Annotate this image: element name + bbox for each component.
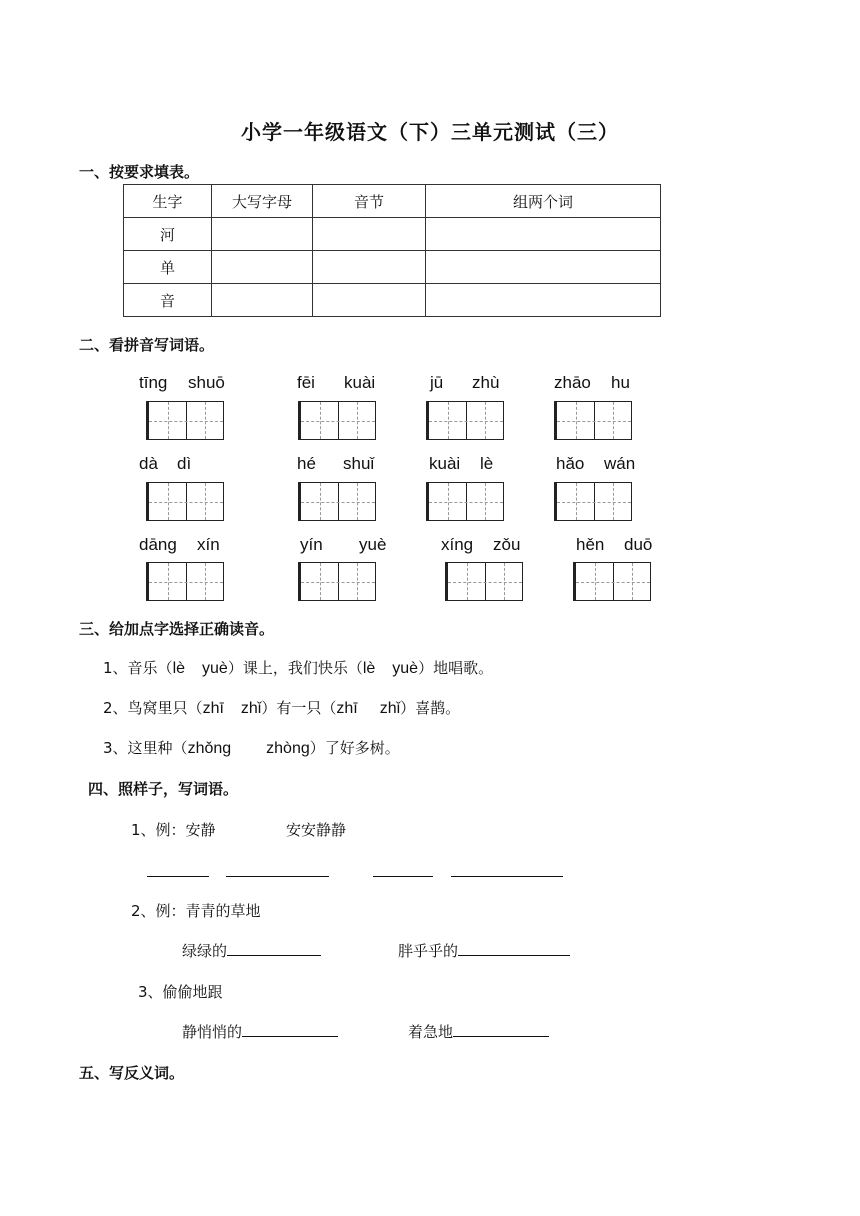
writing-grid[interactable] [573,562,651,601]
pinyin-syllable: hu [611,373,630,392]
pinyin-option[interactable]: zhī [336,700,358,717]
reading-question-3 [103,737,400,758]
pinyin-option[interactable]: lè [362,660,376,677]
table-cell-blank[interactable] [426,251,661,284]
table-cell-char: 音 [124,284,212,317]
pinyin-option[interactable]: zhǐ [240,700,262,717]
section-heading-3: 三、给加点字选择正确读音。 [79,620,275,638]
pinyin-syllable: yuè [359,535,387,554]
pinyin-option[interactable]: yuè [202,660,228,677]
table-cell-blank[interactable] [426,218,661,251]
table-cell-blank[interactable] [426,284,661,317]
pinyin-syllable: tīng [139,373,168,392]
table-cell-blank[interactable] [212,218,313,251]
pinyin-syllable: zhù [472,373,500,392]
prompt-text: 胖乎乎的 [398,942,459,960]
pinyin-option[interactable]: zhòng [266,740,310,757]
pinyin-syllable: dì [177,454,192,473]
pinyin-option[interactable]: lè [172,660,186,677]
question-text: 鸟窝里只（ [127,699,203,717]
answer-blank[interactable] [147,876,209,877]
table-cell-blank[interactable] [212,251,313,284]
section-heading-5: 五、写反义词。 [79,1064,185,1082]
pinyin-syllable: yín [300,535,323,554]
fill-prompt [408,1021,549,1042]
question-text: ）课上，我们快乐（ [227,659,363,677]
pinyin-syllable: shuǐ [343,454,375,473]
example-label: 例：安静 [155,821,216,839]
table-row [124,251,661,284]
question-text: ）有一只（ [261,699,337,717]
pinyin-syllable: zhāo [554,373,591,392]
writing-grid[interactable] [298,401,376,440]
example-number: 2、 [131,902,156,920]
prompt-text: 着急地 [408,1023,454,1041]
table-cell-blank[interactable] [212,284,313,317]
section-heading-2: 二、看拼音写词语。 [79,336,215,354]
table-header: 组两个词 [426,185,661,218]
table-header-row [124,185,661,218]
question-text: 音乐（ [127,659,173,677]
question-text: 这里种（ [127,739,188,757]
pinyin-syllable: wán [604,454,636,473]
writing-grid[interactable] [146,482,224,521]
section-heading-4: 四、照样子，写词语。 [88,780,239,798]
pinyin-syllable: xín [197,535,220,554]
answer-blank[interactable] [453,1022,549,1037]
reading-question-1 [103,657,493,678]
pinyin-option[interactable]: yuè [392,660,419,677]
prompt-text: 绿绿的 [182,942,228,960]
fill-prompt [182,940,321,961]
pinyin-option[interactable]: zhī [202,700,224,717]
pinyin-option[interactable]: zhǒng [187,740,232,757]
table-cell-blank[interactable] [313,251,426,284]
character-table [123,184,661,317]
question-number: 1、 [103,659,128,677]
pinyin-syllable: duō [624,535,653,554]
question-text: ）了好多树。 [309,739,400,757]
pinyin-syllable: zǒu [493,535,521,554]
writing-grid[interactable] [298,562,376,601]
pinyin-syllable: shuō [188,373,225,392]
example-number: 3、 [138,983,163,1001]
writing-grid[interactable] [146,562,224,601]
example-3 [138,981,223,1002]
table-cell-blank[interactable] [313,218,426,251]
fill-prompt [182,1021,338,1042]
reading-question-2 [103,697,460,718]
example-label: 例：青青的草地 [155,902,261,920]
example-1 [131,819,216,840]
pinyin-syllable: fēi [297,373,315,392]
question-number: 2、 [103,699,128,717]
table-row [124,218,661,251]
pinyin-syllable: kuài [344,373,376,392]
pinyin-syllable: kuài [429,454,461,473]
section-heading-1: 一、按要求填表。 [79,163,200,181]
answer-blank[interactable] [226,876,329,877]
answer-blank[interactable] [227,941,321,956]
pinyin-syllable: hěn [576,535,605,554]
writing-grid[interactable] [445,562,523,601]
question-text: ）喜鹊。 [400,699,461,717]
pinyin-syllable: lè [480,454,494,473]
table-header: 大写字母 [212,185,313,218]
prompt-text: 静悄悄的 [182,1023,243,1041]
question-number: 3、 [103,739,128,757]
writing-grid[interactable] [426,482,504,521]
table-header: 生字 [124,185,212,218]
answer-blank[interactable] [242,1022,338,1037]
writing-grid[interactable] [554,482,632,521]
pinyin-option[interactable]: zhǐ [379,700,401,717]
example-answer: 安安静静 [286,821,347,839]
question-text: ）地唱歌。 [418,659,494,677]
writing-grid[interactable] [298,482,376,521]
pinyin-syllable: xíng [441,535,474,554]
answer-blank[interactable] [373,876,433,877]
pinyin-syllable: dāng [139,535,177,554]
page-title: 小学一年级语文（下）三单元测试（三） [241,120,619,144]
writing-grid[interactable] [146,401,224,440]
example-label: 偷偷地跟 [162,983,223,1001]
pinyin-syllable: jū [430,373,444,392]
table-row [124,284,661,317]
pinyin-syllable: hé [297,454,316,473]
writing-grid[interactable] [426,401,504,440]
pinyin-syllable: dà [139,454,158,473]
answer-blank[interactable] [451,876,563,877]
fill-prompt [398,940,570,961]
table-cell-char: 单 [124,251,212,284]
table-header: 音节 [313,185,426,218]
table-cell-char: 河 [124,218,212,251]
answer-blank[interactable] [458,941,570,956]
example-2 [131,900,261,921]
writing-grid[interactable] [554,401,632,440]
example-number: 1、 [131,821,156,839]
table-cell-blank[interactable] [313,284,426,317]
pinyin-syllable: hǎo [556,454,585,473]
